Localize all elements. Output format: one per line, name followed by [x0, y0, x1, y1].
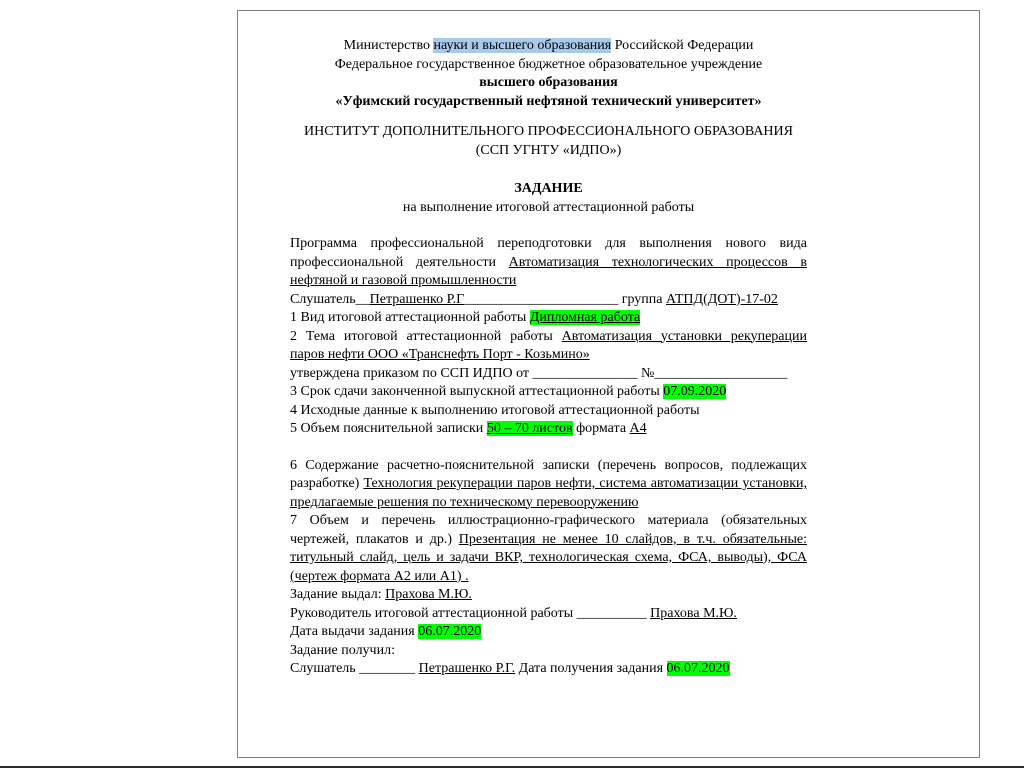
issue-date-line [290, 623, 807, 642]
program-line [290, 235, 807, 291]
item5-line [290, 420, 807, 439]
institute-abbr-text: (ССП УГНТУ «ИДПО») [475, 142, 622, 158]
institute-text: ИНСТИТУТ ДОПОЛНИТЕЛЬНОГО ПРОФЕССИОНАЛЬНОГО ОБРАЗОВАНИЯ [303, 124, 793, 139]
issued-by-name: Прахова М.Ю. [385, 587, 472, 602]
program-label: Программа профессиональной переподготовки для выполнения нового вида профессиональной деятельности [290, 236, 807, 270]
received-student-label: Слушатель ________ [290, 661, 419, 676]
item2-value: Автоматизация установки рекуперации паров нефти ООО «Транснефть Порт - Козьмино» [290, 328, 807, 362]
item1-label: 1 Вид итоговой аттестационной работы [290, 310, 530, 325]
ministry-text-post: Российской Федерации [611, 38, 754, 53]
item7-label: 7 Объем и перечень иллюстрационно-графического материала (обязательных чертежей, плакатов и др.) [290, 513, 807, 547]
item4-text: 4 Исходные данные к выполнению итоговой аттестационной работы [290, 402, 700, 418]
supervisor-label: Руководитель итоговой аттестационной работы __________ [290, 605, 651, 621]
item3-label: 3 Срок сдачи законченной выпускной аттестационной работы [290, 384, 664, 399]
document-page [237, 10, 980, 758]
received-heading-text: Задание получил: [290, 642, 395, 658]
supervisor-line [290, 605, 807, 624]
approval-text: утверждена приказом по ССП ИДПО от _______________ №___________________ [290, 365, 788, 381]
item7-value: Презентация не менее 10 слайдов, в т.ч. обязательные: титульный слайд, цель и задачи ВКР, технологическая схема, ФСА, выводы), ФСА (чертеж формата А2 или А1) . [290, 531, 807, 584]
document-text-block[interactable] [290, 37, 807, 679]
document-subtitle-text: на выполнение итоговой аттестационной работы [402, 199, 695, 215]
group-value: АТПД(ДОТ)-17-02 [665, 291, 778, 307]
supervisor-name: Прахова М.Ю. [650, 605, 737, 621]
item7-line [290, 512, 807, 586]
item5-tail-plain: формата [572, 421, 630, 436]
student-label: Слушатель__ [290, 291, 370, 307]
program-value: Автоматизация технологических процессов в нефтяной и газовой промышленности [290, 254, 807, 288]
higher-education-text: высшего образования [479, 75, 618, 90]
item5-label: 5 Объем пояснительной записки [290, 421, 487, 436]
issued-by-line [290, 586, 807, 605]
received-student-line [290, 660, 807, 679]
item3-value: 07.09.2020 [663, 384, 727, 399]
group-label: группа [618, 291, 666, 307]
university-line [290, 93, 807, 112]
issue-date-value: 06.07.2020 [418, 624, 482, 639]
item3-line [290, 383, 807, 402]
university-text: «Уфимский государственный нефтяной технический университет» [335, 93, 762, 109]
approval-line [290, 365, 807, 384]
document-title-text: ЗАДАНИЕ [514, 181, 583, 196]
student-name: Петрашенко Р.Г [369, 291, 465, 307]
document-subtitle [290, 199, 807, 218]
item5-tail-underlined: А4 [629, 421, 647, 436]
item6-label: 6 Содержание расчетно-пояснительной записки (перечень вопросов, подлежащих разработке) [290, 457, 807, 491]
received-heading-line [290, 642, 807, 661]
federal-text: Федеральное государственное бюджетное образовательное учреждение [334, 56, 763, 72]
item5-value: 50 – 70 листов [486, 421, 573, 436]
received-student-name: Петрашенко Р.Г. [418, 661, 516, 676]
document-title [290, 180, 807, 199]
ministry-text-pre: Министерство [343, 38, 434, 53]
item1-line [290, 309, 807, 328]
received-date-label: Дата получения задания [515, 661, 667, 676]
student-line [290, 291, 807, 310]
received-date-value: 06.07.2020 [666, 661, 730, 676]
item2-line [290, 328, 807, 365]
institute-abbr-line [290, 142, 807, 161]
higher-education-line [290, 74, 807, 93]
item2-label: 2 Тема итоговой аттестационной работы [290, 328, 562, 344]
item1-value: Дипломная работа [529, 310, 641, 325]
student-blank: ______________________ [464, 291, 619, 307]
item6-line [290, 457, 807, 513]
issued-by-label: Задание выдал: [290, 587, 386, 602]
issue-date-label: Дата выдачи задания [290, 624, 419, 639]
ministry-selected-text: науки и высшего образования [433, 38, 612, 53]
ministry-line [290, 37, 807, 56]
item4-line [290, 402, 807, 421]
federal-line [290, 56, 807, 75]
item6-value: Технология рекуперации паров нефти, система автоматизации установки, предлагаемые решения по техническому перевооружению [290, 476, 807, 510]
institute-line [290, 123, 807, 142]
